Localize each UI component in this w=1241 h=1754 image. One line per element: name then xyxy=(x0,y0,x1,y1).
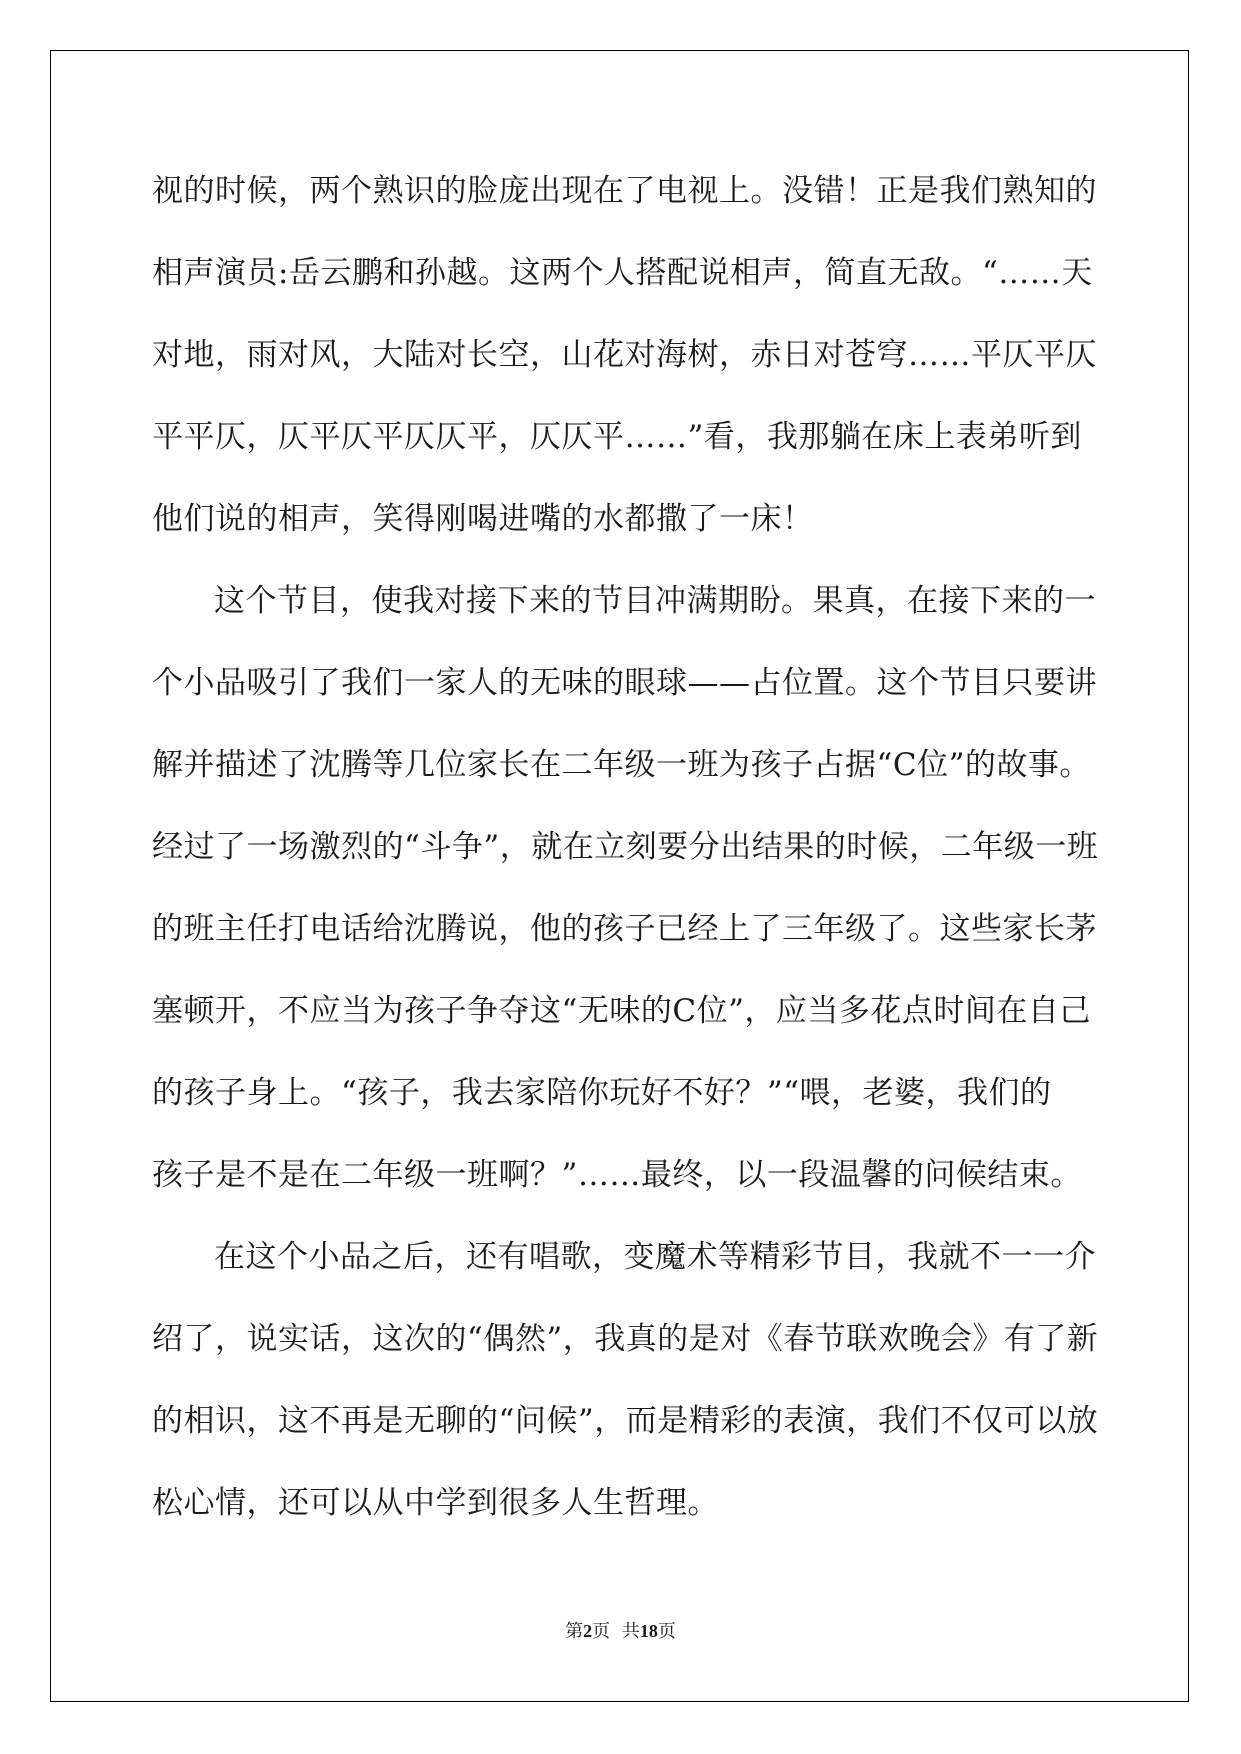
text-line: 在这个小品之后，还有唱歌，变魔术等精彩节目，我就不一一介 xyxy=(214,1239,1096,1275)
text-line: 解并描述了沈腾等几位家长在二年级一班为孩子占据“C位”的故事。 xyxy=(152,747,1091,783)
document-body xyxy=(152,150,1097,1544)
page-prefix: 第 xyxy=(565,1621,584,1642)
text-line: 对地，雨对风，大陆对长空，山花对海树，赤日对苍穹……平仄平仄 xyxy=(152,337,1097,373)
text-line: 塞顿开，不应当为孩子争夺这“无味的C位”，应当多花点时间在自己 xyxy=(152,993,1091,1029)
total-prefix: 共 xyxy=(621,1621,640,1642)
page-number: 2 xyxy=(583,1621,593,1641)
text-line: 这个节目，使我对接下来的节目冲满期盼。果真，在接下来的一 xyxy=(214,583,1096,619)
page-suffix: 页 xyxy=(592,1621,611,1642)
text-line: 孩子是不是在二年级一班啊？”……最终，以一段温馨的问候结束。 xyxy=(152,1157,1082,1193)
text-line: 的相识，这不再是无聊的“问候”，而是精彩的表演，我们不仅可以放 xyxy=(152,1403,1099,1439)
text-line: 他们说的相声，笑得刚喝进嘴的水都撒了一床！ xyxy=(152,501,814,537)
total-pages: 18 xyxy=(639,1621,658,1641)
text-line: 视的时候，两个熟识的脸庞出现在了电视上。没错！正是我们熟知的 xyxy=(152,173,1097,209)
text-line: 绍了，说实话，这次的“偶然”，我真的是对《春节联欢晚会》有了新 xyxy=(152,1321,1099,1357)
total-suffix: 页 xyxy=(657,1621,676,1642)
text-line: 个小品吸引了我们一家人的无味的眼球——占位置。这个节目只要讲 xyxy=(152,665,1097,701)
text-line: 松心情，还可以从中学到很多人生哲理。 xyxy=(152,1485,719,1521)
text-line: 相声演员:岳云鹏和孙越。这两个人搭配说相声，简直无敌。“……天 xyxy=(152,255,1093,291)
text-line: 的班主任打电话给沈腾说，他的孩子已经上了三年级了。这些家长茅 xyxy=(152,911,1097,947)
page-footer xyxy=(0,1617,1241,1643)
text-line: 平平仄，仄平仄平仄仄平，仄仄平……”看，我那躺在床上表弟听到 xyxy=(152,419,1082,455)
text-line: 的孩子身上。“孩子，我去家陪你玩好不好？”“喂，老婆，我们的 xyxy=(152,1075,1052,1111)
text-line: 经过了一场激烈的“斗争”，就在立刻要分出结果的时候，二年级一班 xyxy=(152,829,1099,865)
